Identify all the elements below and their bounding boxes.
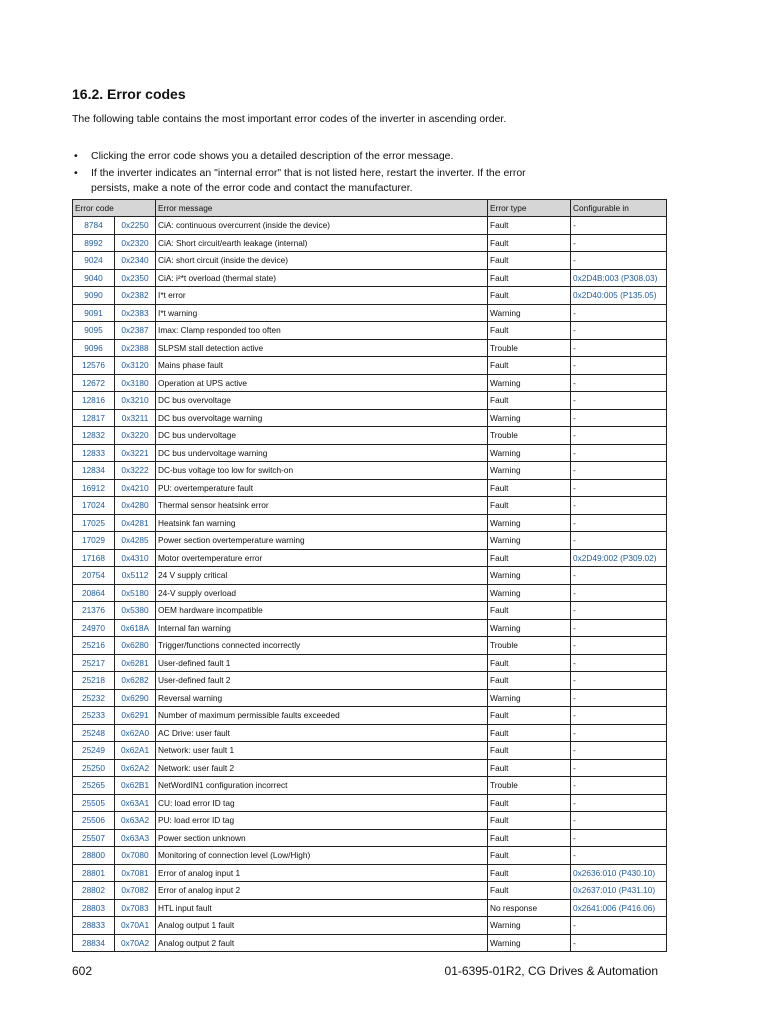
error-message-cell: SLPSM stall detection active (156, 339, 488, 357)
error-message-cell: HTL input fault (156, 899, 488, 917)
table-row (73, 654, 667, 672)
table-row (73, 409, 667, 427)
configurable-in-cell: - (571, 409, 667, 427)
error-message-cell: DC bus undervoltage (156, 427, 488, 445)
error-code-decimal-link[interactable]: 9096 (73, 339, 115, 357)
table-row (73, 339, 667, 357)
error-message-cell: DC bus overvoltage warning (156, 409, 488, 427)
page-number: 602 (72, 964, 93, 978)
table-row (73, 234, 667, 252)
error-code-hex-link[interactable]: 0x2382 (115, 287, 156, 305)
error-code-hex-link[interactable]: 0x2388 (115, 339, 156, 357)
configurable-in-cell: - (571, 497, 667, 515)
error-type-cell: Fault (488, 217, 571, 235)
error-message-cell: Operation at UPS active (156, 374, 488, 392)
error-message-cell: Power section overtemperature warning (156, 532, 488, 550)
error-type-cell: Trouble (488, 339, 571, 357)
bullet-text: Clicking the error code shows you a detailed description of the error message. (91, 150, 454, 162)
error-type-cell: Warning (488, 934, 571, 952)
bullet-item (72, 149, 552, 164)
table-row (73, 444, 667, 462)
table-row (73, 917, 667, 935)
table-row (73, 287, 667, 305)
configurable-in-cell: - (571, 479, 667, 497)
error-message-cell: Reversal warning (156, 689, 488, 707)
error-code-hex-link[interactable]: 0x6291 (115, 707, 156, 725)
table-row (73, 672, 667, 690)
configurable-in-cell: - (571, 742, 667, 760)
configurable-in-cell: - (571, 654, 667, 672)
error-type-cell: Warning (488, 584, 571, 602)
error-type-cell: Warning (488, 374, 571, 392)
error-code-decimal-link[interactable]: 12817 (73, 409, 115, 427)
table-row (73, 252, 667, 270)
table-body (73, 217, 667, 952)
error-type-cell: Warning (488, 462, 571, 480)
error-code-decimal-link[interactable]: 24970 (73, 619, 115, 637)
error-message-cell: Network: user fault 1 (156, 742, 488, 760)
bullet-text: If the inverter indicates an "internal error" that is not listed here, restart the inverter. If the error persists, make a note of the error code and contact the manufacturer. (91, 167, 526, 194)
error-message-cell: DC bus undervoltage warning (156, 444, 488, 462)
table-row (73, 794, 667, 812)
error-code-hex-link[interactable]: 0x2250 (115, 217, 156, 235)
configurable-in-cell: - (571, 917, 667, 935)
error-type-cell: Fault (488, 602, 571, 620)
table-row (73, 532, 667, 550)
error-code-decimal-link[interactable]: 17025 (73, 514, 115, 532)
table-row (73, 567, 667, 585)
error-message-cell: Thermal sensor heatsink error (156, 497, 488, 515)
error-code-hex-link[interactable]: 0x5380 (115, 602, 156, 620)
error-type-cell: Warning (488, 689, 571, 707)
error-type-cell: Warning (488, 514, 571, 532)
configurable-in-cell: - (571, 672, 667, 690)
error-code-hex-link[interactable]: 0x6290 (115, 689, 156, 707)
configurable-in-cell: - (571, 584, 667, 602)
error-message-cell: Error of analog input 1 (156, 864, 488, 882)
error-code-hex-link[interactable]: 0x63A1 (115, 794, 156, 812)
error-code-hex-link[interactable]: 0x62A2 (115, 759, 156, 777)
error-message-cell: 24 V supply critical (156, 567, 488, 585)
error-message-cell: I*t error (156, 287, 488, 305)
error-type-cell: Fault (488, 794, 571, 812)
table-header-row (73, 200, 667, 217)
error-type-cell: Fault (488, 864, 571, 882)
error-code-hex-link[interactable]: 0x3211 (115, 409, 156, 427)
configurable-in-cell: - (571, 619, 667, 637)
error-type-cell: Fault (488, 252, 571, 270)
error-type-cell: Fault (488, 287, 571, 305)
error-type-cell: Fault (488, 392, 571, 410)
table-row (73, 864, 667, 882)
error-code-hex-link[interactable]: 0x7082 (115, 882, 156, 900)
error-type-cell: Fault (488, 497, 571, 515)
error-type-cell: Fault (488, 847, 571, 865)
error-code-hex-link[interactable]: 0x7083 (115, 899, 156, 917)
document-id: 01-6395-01R2, CG Drives & Automation (444, 964, 658, 978)
error-message-cell: NetWordIN1 configuration incorrect (156, 777, 488, 795)
error-type-cell: Fault (488, 759, 571, 777)
error-code-decimal-link[interactable]: 25218 (73, 672, 115, 690)
error-type-cell: No response (488, 899, 571, 917)
error-message-cell: CU: load error ID tag (156, 794, 488, 812)
error-code-decimal-link[interactable]: 9024 (73, 252, 115, 270)
error-code-decimal-link[interactable]: 25505 (73, 794, 115, 812)
configurable-in-cell: - (571, 392, 667, 410)
error-type-cell: Fault (488, 672, 571, 690)
error-type-cell: Trouble (488, 427, 571, 445)
error-code-decimal-link[interactable]: 12832 (73, 427, 115, 445)
error-code-hex-link[interactable]: 0x3220 (115, 427, 156, 445)
table-row (73, 724, 667, 742)
error-type-cell: Trouble (488, 637, 571, 655)
table-row (73, 217, 667, 235)
bullet-list (72, 149, 552, 198)
configurable-in-cell[interactable]: 0x2D40:005 (P135.05) (571, 287, 667, 305)
configurable-in-cell: - (571, 252, 667, 270)
error-message-cell: PU: load error ID tag (156, 812, 488, 830)
error-code-hex-link[interactable]: 0x3222 (115, 462, 156, 480)
error-code-hex-link[interactable]: 0x2387 (115, 322, 156, 340)
section-title: 16.2. Error codes (72, 86, 186, 102)
error-code-hex-link[interactable]: 0x4310 (115, 549, 156, 567)
error-message-cell: Imax: Clamp responded too often (156, 322, 488, 340)
error-message-cell: DC bus overvoltage (156, 392, 488, 410)
configurable-in-cell: - (571, 829, 667, 847)
configurable-in-cell: - (571, 812, 667, 830)
error-type-cell: Fault (488, 882, 571, 900)
error-code-decimal-link[interactable]: 28833 (73, 917, 115, 935)
header-configurable-in: Configurable in (571, 200, 667, 217)
error-type-cell: Fault (488, 707, 571, 725)
error-message-cell: Analog output 1 fault (156, 917, 488, 935)
error-code-decimal-link[interactable]: 25250 (73, 759, 115, 777)
configurable-in-cell: - (571, 444, 667, 462)
table-row (73, 707, 667, 725)
configurable-in-cell[interactable]: 0x2D4B:003 (P308.03) (571, 269, 667, 287)
configurable-in-cell: - (571, 707, 667, 725)
configurable-in-cell: - (571, 934, 667, 952)
configurable-in-cell: - (571, 777, 667, 795)
configurable-in-cell[interactable]: 0x2637:010 (P431.10) (571, 882, 667, 900)
table-row (73, 812, 667, 830)
error-message-cell: Internal fan warning (156, 619, 488, 637)
error-type-cell: Warning (488, 532, 571, 550)
error-code-hex-link[interactable]: 0x2320 (115, 234, 156, 252)
error-message-cell: Monitoring of connection level (Low/High) (156, 847, 488, 865)
error-code-hex-link[interactable]: 0x4285 (115, 532, 156, 550)
error-code-hex-link[interactable]: 0x4281 (115, 514, 156, 532)
configurable-in-cell[interactable]: 0x2641:006 (P416.06) (571, 899, 667, 917)
configurable-in-cell: - (571, 427, 667, 445)
error-code-hex-link[interactable]: 0x4210 (115, 479, 156, 497)
error-code-decimal-link[interactable]: 12576 (73, 357, 115, 375)
error-code-hex-link[interactable]: 0x2350 (115, 269, 156, 287)
error-message-cell: CiA: Short circuit/earth leakage (internal) (156, 234, 488, 252)
error-code-decimal-link[interactable]: 17029 (73, 532, 115, 550)
error-code-decimal-link[interactable]: 25232 (73, 689, 115, 707)
error-message-cell: OEM hardware incompatible (156, 602, 488, 620)
error-message-cell: CiA: i²*t overload (thermal state) (156, 269, 488, 287)
error-message-cell: Motor overtemperature error (156, 549, 488, 567)
error-code-hex-link[interactable]: 0x2340 (115, 252, 156, 270)
error-code-decimal-link[interactable]: 12834 (73, 462, 115, 480)
configurable-in-cell: - (571, 759, 667, 777)
error-message-cell: Number of maximum permissible faults exceeded (156, 707, 488, 725)
error-message-cell: AC Drive: user fault (156, 724, 488, 742)
table-row (73, 584, 667, 602)
error-message-cell: DC-bus voltage too low for switch-on (156, 462, 488, 480)
error-code-decimal-link[interactable]: 17024 (73, 497, 115, 515)
error-message-cell: Trigger/functions connected incorrectly (156, 637, 488, 655)
error-type-cell: Warning (488, 567, 571, 585)
table-row (73, 322, 667, 340)
configurable-in-cell[interactable]: 0x2D49:002 (P309.02) (571, 549, 667, 567)
error-message-cell: 24-V supply overload (156, 584, 488, 602)
configurable-in-cell: - (571, 217, 667, 235)
table-row (73, 934, 667, 952)
error-type-cell: Warning (488, 304, 571, 322)
configurable-in-cell: - (571, 847, 667, 865)
error-message-cell: Power section unknown (156, 829, 488, 847)
error-message-cell: User-defined fault 2 (156, 672, 488, 690)
error-message-cell: CiA: continuous overcurrent (inside the device) (156, 217, 488, 235)
error-code-hex-link[interactable]: 0x62A1 (115, 742, 156, 760)
error-code-decimal-link[interactable]: 8784 (73, 217, 115, 235)
error-code-hex-link[interactable]: 0x6282 (115, 672, 156, 690)
error-type-cell: Fault (488, 829, 571, 847)
error-code-decimal-link[interactable]: 20754 (73, 567, 115, 585)
configurable-in-cell: - (571, 357, 667, 375)
error-code-hex-link[interactable]: 0x6280 (115, 637, 156, 655)
error-code-decimal-link[interactable]: 21376 (73, 602, 115, 620)
table-row (73, 357, 667, 375)
error-code-decimal-link[interactable]: 12816 (73, 392, 115, 410)
table-row (73, 637, 667, 655)
error-message-cell: PU: overtemperature fault (156, 479, 488, 497)
error-code-hex-link[interactable]: 0x70A1 (115, 917, 156, 935)
error-code-decimal-link[interactable]: 9090 (73, 287, 115, 305)
error-code-hex-link[interactable]: 0x62A0 (115, 724, 156, 742)
error-code-hex-link[interactable]: 0x3210 (115, 392, 156, 410)
configurable-in-cell: - (571, 514, 667, 532)
error-code-hex-link[interactable]: 0x7081 (115, 864, 156, 882)
error-type-cell: Fault (488, 549, 571, 567)
bullet-item (72, 166, 552, 196)
error-code-hex-link[interactable]: 0x63A2 (115, 812, 156, 830)
error-code-hex-link[interactable]: 0x3221 (115, 444, 156, 462)
configurable-in-cell: - (571, 462, 667, 480)
table-row (73, 269, 667, 287)
header-error-code: Error code (73, 200, 156, 217)
error-code-decimal-link[interactable]: 25248 (73, 724, 115, 742)
error-message-cell: Mains phase fault (156, 357, 488, 375)
error-type-cell: Trouble (488, 777, 571, 795)
error-code-hex-link[interactable]: 0x3180 (115, 374, 156, 392)
error-message-cell: CiA: short circuit (inside the device) (156, 252, 488, 270)
configurable-in-cell: - (571, 234, 667, 252)
table-row (73, 847, 667, 865)
error-message-cell: Analog output 2 fault (156, 934, 488, 952)
configurable-in-cell: - (571, 689, 667, 707)
error-code-decimal-link[interactable]: 25249 (73, 742, 115, 760)
configurable-in-cell: - (571, 339, 667, 357)
table-row (73, 304, 667, 322)
error-code-hex-link[interactable]: 0x70A2 (115, 934, 156, 952)
header-error-type: Error type (488, 200, 571, 217)
error-message-cell: Error of analog input 2 (156, 882, 488, 900)
bullet-icon: • (74, 150, 78, 162)
configurable-in-cell: - (571, 532, 667, 550)
table-row (73, 759, 667, 777)
table-row (73, 427, 667, 445)
table-row (73, 549, 667, 567)
error-code-decimal-link[interactable]: 20864 (73, 584, 115, 602)
table-row (73, 882, 667, 900)
error-message-cell: User-defined fault 1 (156, 654, 488, 672)
configurable-in-cell: - (571, 567, 667, 585)
error-code-decimal-link[interactable]: 12672 (73, 374, 115, 392)
configurable-in-cell: - (571, 602, 667, 620)
table-row (73, 829, 667, 847)
error-code-decimal-link[interactable]: 28802 (73, 882, 115, 900)
error-code-decimal-link[interactable]: 28801 (73, 864, 115, 882)
configurable-in-cell: - (571, 322, 667, 340)
error-code-decimal-link[interactable]: 25265 (73, 777, 115, 795)
error-code-hex-link[interactable]: 0x62B1 (115, 777, 156, 795)
error-type-cell: Fault (488, 269, 571, 287)
error-code-decimal-link[interactable]: 25506 (73, 812, 115, 830)
error-type-cell: Fault (488, 812, 571, 830)
error-message-cell: Network: user fault 2 (156, 759, 488, 777)
intro-paragraph: The following table contains the most important error codes of the inverter in ascending order. (72, 113, 507, 125)
configurable-in-cell[interactable]: 0x2636:010 (P430.10) (571, 864, 667, 882)
table-row (73, 497, 667, 515)
table-row (73, 479, 667, 497)
configurable-in-cell: - (571, 637, 667, 655)
error-code-hex-link[interactable]: 0x4280 (115, 497, 156, 515)
error-code-hex-link[interactable]: 0x6281 (115, 654, 156, 672)
table-row (73, 462, 667, 480)
table-row (73, 899, 667, 917)
error-type-cell: Fault (488, 724, 571, 742)
error-codes-table (72, 199, 667, 952)
error-code-decimal-link[interactable]: 8992 (73, 234, 115, 252)
error-code-decimal-link[interactable]: 16912 (73, 479, 115, 497)
error-code-decimal-link[interactable]: 25217 (73, 654, 115, 672)
error-type-cell: Fault (488, 322, 571, 340)
configurable-in-cell: - (571, 724, 667, 742)
error-type-cell: Fault (488, 742, 571, 760)
error-code-decimal-link[interactable]: 28800 (73, 847, 115, 865)
error-code-hex-link[interactable]: 0x3120 (115, 357, 156, 375)
error-code-hex-link[interactable]: 0x7080 (115, 847, 156, 865)
header-error-message: Error message (156, 200, 488, 217)
error-code-hex-link[interactable]: 0x5112 (115, 567, 156, 585)
error-code-hex-link[interactable]: 0x2383 (115, 304, 156, 322)
error-message-cell: Heatsink fan warning (156, 514, 488, 532)
error-code-decimal-link[interactable]: 17168 (73, 549, 115, 567)
configurable-in-cell: - (571, 374, 667, 392)
error-type-cell: Warning (488, 619, 571, 637)
error-code-decimal-link[interactable]: 12833 (73, 444, 115, 462)
table-row (73, 777, 667, 795)
error-type-cell: Fault (488, 479, 571, 497)
error-type-cell: Fault (488, 357, 571, 375)
error-code-hex-link[interactable]: 0x5180 (115, 584, 156, 602)
error-code-decimal-link[interactable]: 25216 (73, 637, 115, 655)
error-type-cell: Fault (488, 234, 571, 252)
table-row (73, 374, 667, 392)
error-code-decimal-link[interactable]: 9095 (73, 322, 115, 340)
table-row (73, 392, 667, 410)
error-code-hex-link[interactable]: 0x63A3 (115, 829, 156, 847)
error-type-cell: Warning (488, 444, 571, 462)
configurable-in-cell: - (571, 304, 667, 322)
error-code-decimal-link[interactable]: 25233 (73, 707, 115, 725)
error-code-decimal-link[interactable]: 28834 (73, 934, 115, 952)
error-code-decimal-link[interactable]: 9040 (73, 269, 115, 287)
table-row (73, 514, 667, 532)
error-type-cell: Fault (488, 654, 571, 672)
table-row (73, 619, 667, 637)
error-message-cell: I*t warning (156, 304, 488, 322)
bullet-icon: • (74, 167, 78, 179)
table-row (73, 602, 667, 620)
error-code-decimal-link[interactable]: 9091 (73, 304, 115, 322)
table-row (73, 689, 667, 707)
error-code-hex-link[interactable]: 0x618A (115, 619, 156, 637)
error-code-decimal-link[interactable]: 25507 (73, 829, 115, 847)
table-row (73, 742, 667, 760)
error-code-decimal-link[interactable]: 28803 (73, 899, 115, 917)
configurable-in-cell: - (571, 794, 667, 812)
error-type-cell: Warning (488, 917, 571, 935)
error-type-cell: Warning (488, 409, 571, 427)
